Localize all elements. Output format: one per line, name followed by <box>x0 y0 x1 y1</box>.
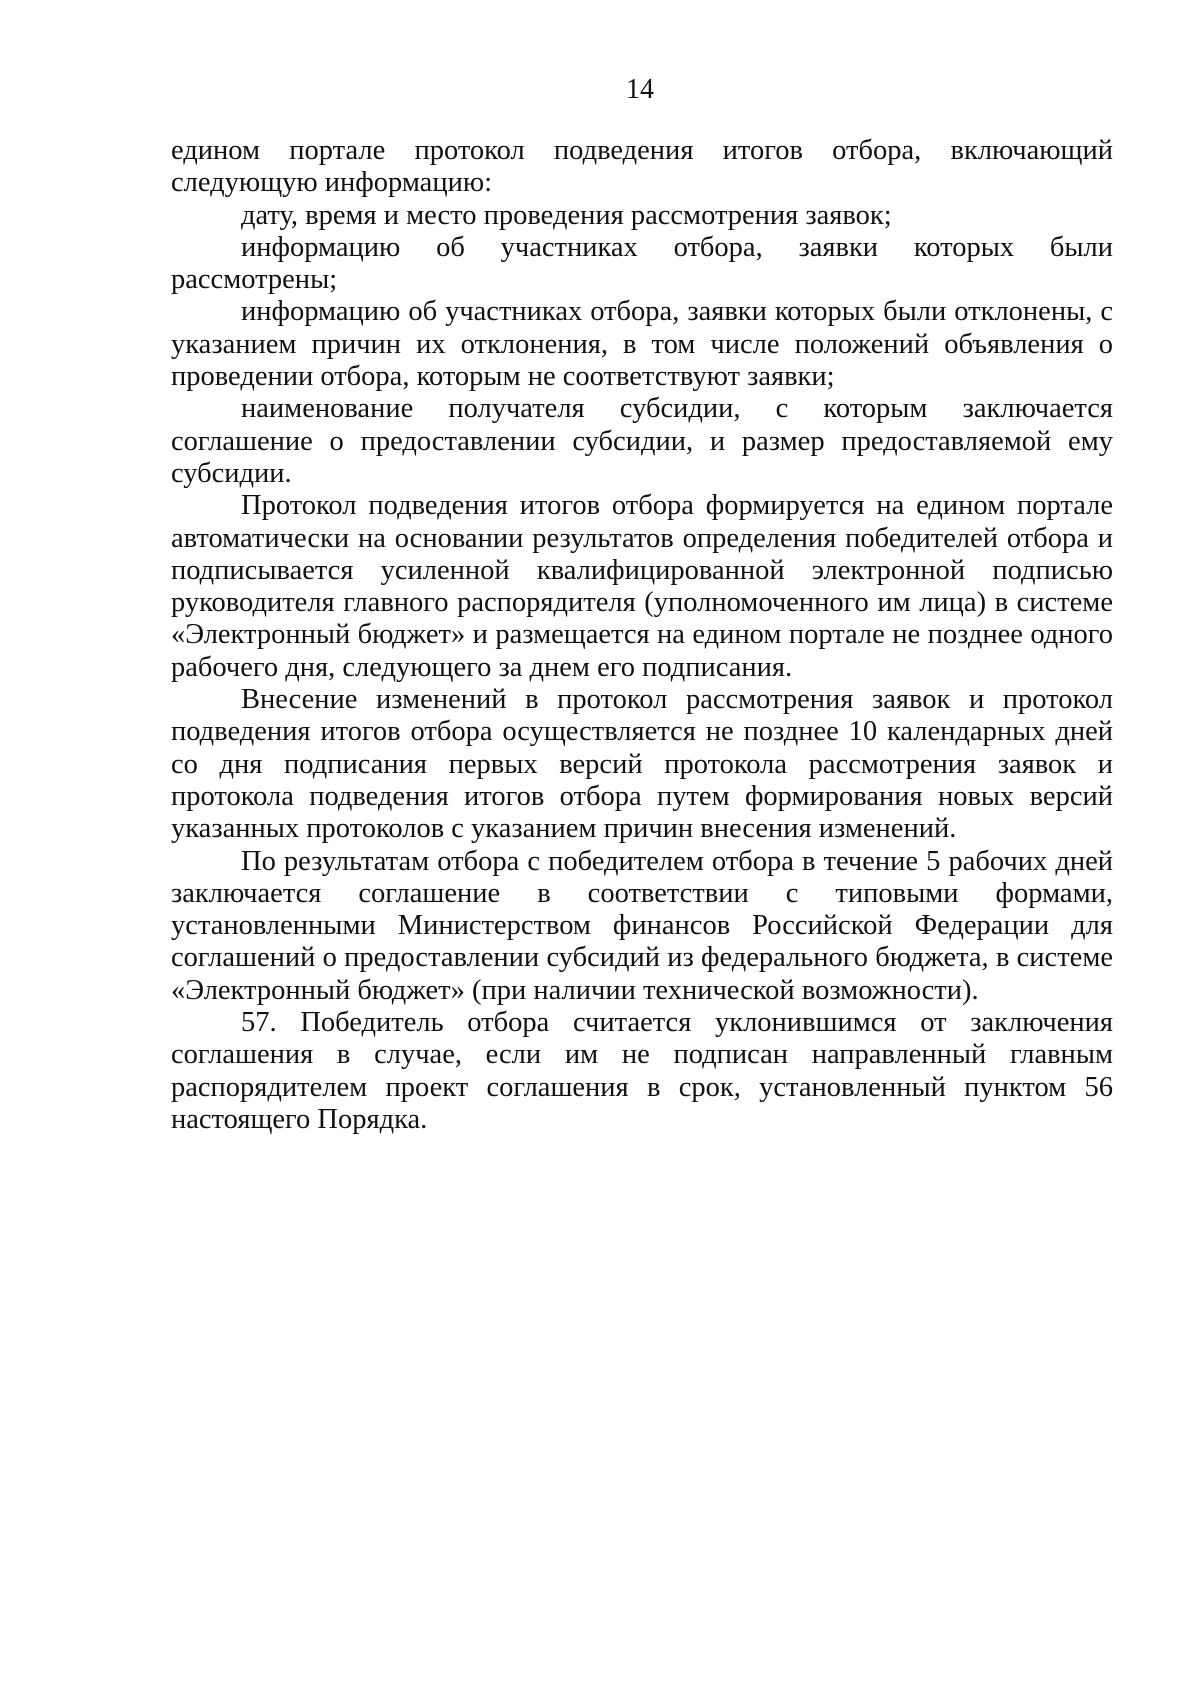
paragraph-2: дату, время и место проведения рассмотрения заявок; <box>241 199 892 231</box>
document-body <box>171 135 1113 1136</box>
paragraph-4: информацию об участниках отбора, заявки которых были отклонены, с указанием причин их отклонения, в том числе положений объявления о проведении отбора, которым не соответствуют заявки; <box>171 296 1113 393</box>
paragraph-6: Протокол подведения итогов отбора формируется на едином портале автоматически на основании результатов определения победителей отбора и подписывается усиленной квалифицированной электронной подписью руководителя главного распорядителя (уполномоченного им лица) в системе «Электронный бюджет» и размещается на едином портале не позднее одного рабочего дня, следующего за днем его подписания. <box>171 490 1113 683</box>
paragraph-5: наименование получателя субсидии, с которым заключается соглашение о предоставлении субсидии, и размер предоставляемой ему субсидии. <box>171 393 1113 489</box>
paragraph-3: информацию об участниках отбора, заявки которых были рассмотрены; <box>171 231 1113 296</box>
paragraph-8: По результатам отбора с победителем отбора в течение 5 рабочих дней заключается соглашение в соответствии с типовыми формами, установленными Министерством финансов Российской Федерации для соглашений о предоставлении субсидий из федерального бюджета, в системе «Электронный бюджет» (при наличии технической возможности). <box>171 845 1113 1006</box>
paragraph-1: едином портале протокол подведения итогов отбора, включающий следующую информацию: <box>171 135 1113 199</box>
paragraph-9: 57. Победитель отбора считается уклонившимся от заключения соглашения в случае, если им не подписан направленный главным распорядителем проект соглашения в срок, установленный пунктом 56 настоящего Порядка. <box>171 1007 1113 1135</box>
paragraph-7: Внесение изменений в протокол рассмотрения заявок и протокол подведения итогов отбора осуществляется не позднее 10 календарных дней со дня подписания первых версий протокола рассмотрения заявок и протокола подведения итогов отбора путем формирования новых версий указанных протоколов с указанием причин внесения изменений. <box>171 684 1113 845</box>
page-number: 14 <box>626 74 654 105</box>
